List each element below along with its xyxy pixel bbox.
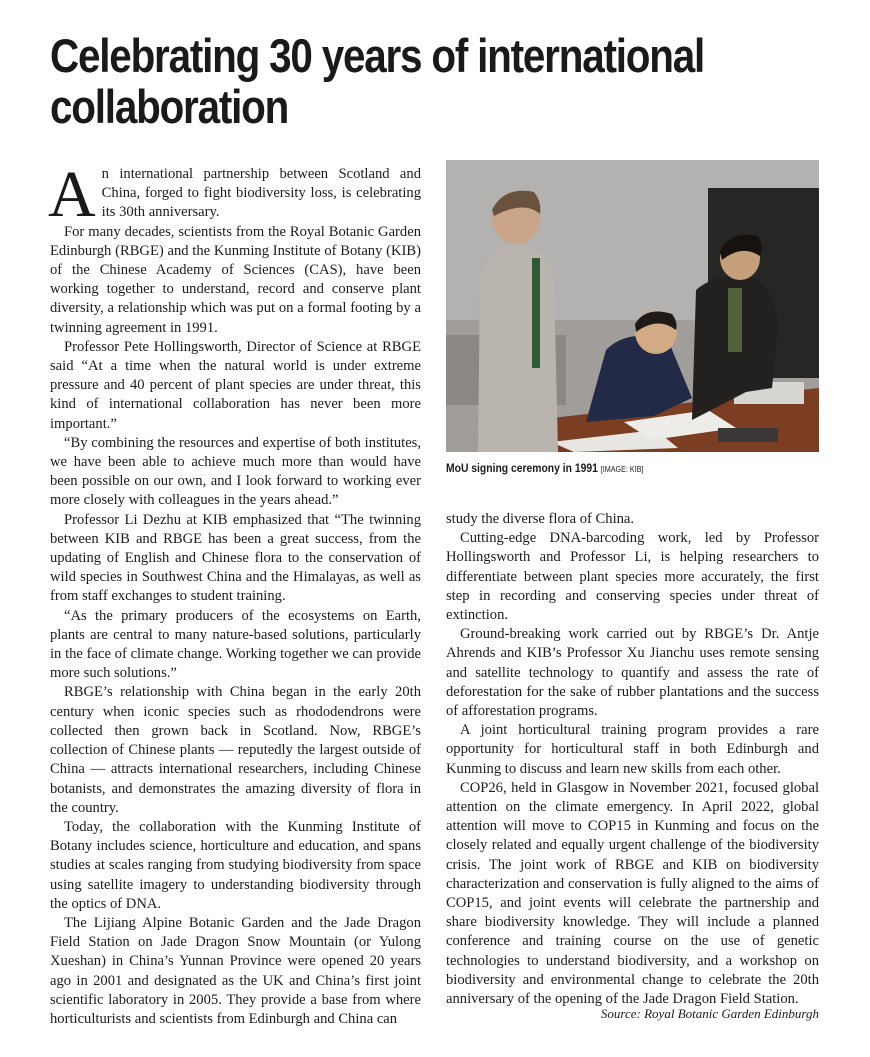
image-credit: [IMAGE: KIB]: [600, 465, 644, 474]
article-paragraph: For many decades, scientists from the Royal Botanic Garden Edinburgh (RBGE) and the Kunming Institute of Botany (KIB) of the Chinese Academy of Sciences (CAS), have been working together to understand, record and conserve plant diversity, a relationship which was put on a formal footing by a twinning agreement in 1991.: [50, 223, 421, 336]
photo-caption: [446, 463, 782, 475]
source-credit: Source: Royal Botanic Garden Edinburgh: [600, 1006, 819, 1021]
article-title: Celebrating 30 years of international collaboration: [50, 29, 705, 133]
intro-text: n international partnership between Scotland and China, forged to fight biodiversity loss, is celebrating its 30th anniversary.: [101, 166, 421, 221]
article-paragraph: COP26, held in Glasgow in November 2021, focused global attention on the climate emergency. In April 2022, global attention will move to COP15 in Kunming and focus on the closely related and equally urgent challenge of the biodiversity crisis. The joint work of RBGE and KIB on biodiversity characterization and conservation is fully aligned to the aims of COP15, and joint events will celebrate the partnership and share biodiversity knowledge. They will include a planned conference and training course on the use of genetic technologies to understand biodiversity, and a workshop on biodiversity and environmental change to celebrate the 20th anniversary of the opening of the Jade Dragon Field Station.: [446, 779, 819, 1008]
article-paragraph: Professor Li Dezhu at KIB emphasized that “The twinning between KIB and RBGE has been a great success, from the updating of English and Chinese flora to the conservation of wild species in Southwest China and the Himalayas, as well as from staff exchanges to student training.: [50, 511, 421, 605]
article-body-right-column: [446, 510, 819, 1009]
article-paragraph: Cutting-edge DNA-barcoding work, led by Professor Hollingsworth and Professor Li, is helping researchers to differentiate between plant species more accurately, the first step in recording and conserving species under threat of extinction.: [446, 530, 819, 624]
article-paragraph-continued: study the diverse flora of China.: [446, 511, 635, 527]
article-paragraph: The Lijiang Alpine Botanic Garden and the Jade Dragon Field Station on Jade Dragon Snow Mountain (or Yulong Xueshan) in China’s Yunnan Province were opened 20 years ago in 2001 and designated as the UK and China’s first joint scientific laboratory in 2005. They provide a base from where horticulturists and scientists from Edinburgh and China can: [50, 914, 421, 1027]
caption-text: MoU signing ceremony in 1991: [446, 463, 598, 475]
article-paragraph: “By combining the resources and expertise of both institutes, we have been able to achieve much more than would have been possible on our own, and I look forward to working ever more closely with colleagues in the years ahead.”: [50, 434, 421, 509]
article-paragraph: Today, the collaboration with the Kunming Institute of Botany includes science, horticulture and education, and spans studies at scales ranging from studying biodiversity from space using satellite imagery to understanding biodiversity through the optics of DNA.: [50, 818, 421, 912]
mou-signing-photo: [446, 160, 819, 452]
drop-cap: A: [48, 158, 96, 231]
article-paragraph: “As the primary producers of the ecosystems on Earth, plants are central to many nature-based solutions, particularly in the face of climate change. Working together we can provide more such solutions.”: [50, 607, 421, 682]
article-body-left-column: [48, 158, 421, 1029]
intro-paragraph: [48, 158, 421, 231]
article-paragraph: A joint horticultural training program provides a rare opportunity for horticultural staff in both Edinburgh and Kunming to discuss and learn new skills from each other.: [446, 722, 819, 777]
article-paragraph: Ground-breaking work carried out by RBGE’s Dr. Antje Ahrends and KIB’s Professor Xu Jianchu uses remote sensing and satellite technology to quantify and assess the rate of deforestation for the sake of rubber plantations and the success of afforestation programs.: [446, 626, 819, 720]
photo-illustration: [446, 160, 819, 452]
article-paragraph: RBGE’s relationship with China began in the early 20th century when iconic species such as rhododendrons were collected then grown back in Scotland. Now, RBGE’s collection of Chinese plants — reputedly the largest outside of China — attracts international researchers, including Chinese botanists, and demonstrates the amazing diversity of flora in the country.: [50, 684, 421, 816]
article-paragraph: Professor Pete Hollingsworth, Director of Science at RBGE said “At a time when the natural world is under extreme pressure and 40 percent of plant species are under threat, this kind of international collaboration has never been more important.”: [50, 338, 421, 432]
